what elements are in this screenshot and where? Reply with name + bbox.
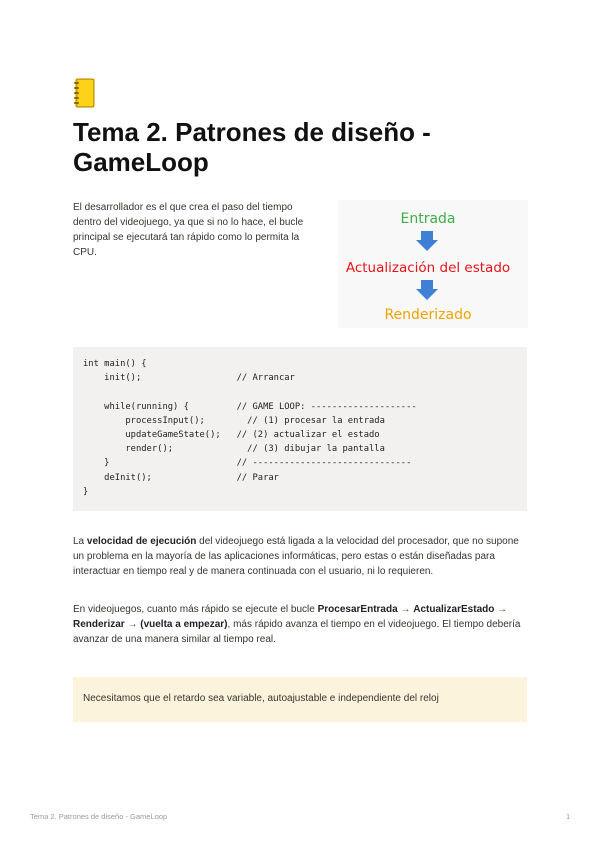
speed-paragraph <box>73 534 531 579</box>
arrow-icon: → <box>400 604 411 615</box>
intro-paragraph: El desarrollador es el que crea el paso del tiempo dentro del videojuego, ya que si no lo hace, el bucle principal se ejecutará tan rápido como lo permita la CPU. <box>73 202 304 258</box>
notebook-icon <box>73 78 95 108</box>
code-block <box>73 347 527 511</box>
loop-paragraph <box>73 602 531 647</box>
code-line <box>83 385 527 399</box>
speed-paragraph-post: del videojuego está ligada a la velocidad del procesador, que no supone un problema en la mayoría de las aplicaciones informáticas, pero estas o están diseñadas para interactuar en tiempo real y de manera continuada con el usuario, ni lo requieren. <box>73 536 519 577</box>
code-line: } // ------------------------------ <box>83 458 412 469</box>
diagram-arrow-2 <box>416 280 438 300</box>
loop-paragraph-post: , más rápido avanza el tiempo en el videojuego. El tiempo debería avanzar de una manera similar al tiempo real. <box>73 619 521 645</box>
code-line: int main() { <box>83 359 147 369</box>
diagram-step-entrada: Entrada <box>400 211 456 227</box>
loop-step-repeat: (vuelta a empezar) <box>140 619 228 630</box>
diagram-step-renderizado: Renderizado <box>384 307 472 323</box>
speed-paragraph-pre: La <box>73 536 87 547</box>
diagram-step-actualizacion: Actualización del estado <box>345 260 511 276</box>
diagram-arrow-1 <box>416 231 438 251</box>
page-title: Tema 2. Patrones de diseño - GameLoop <box>73 117 431 177</box>
code-line: init(); // Arrancar <box>83 373 295 384</box>
speed-paragraph-bold: velocidad de ejecución <box>86 536 197 547</box>
code-line: } <box>83 486 89 497</box>
page-number: 1 <box>566 812 571 821</box>
loop-step-renderizar: Renderizar <box>73 619 125 630</box>
gameloop-flow-diagram <box>338 200 528 328</box>
code-line: while(running) { // GAME LOOP: -------------------- <box>83 401 417 412</box>
callout-box <box>73 677 527 722</box>
loop-step-procesar: ProcesarEntrada <box>317 604 398 615</box>
footer-title: Tema 2. Patrones de diseño - GameLoop <box>30 812 168 821</box>
code-line: deInit(); // Parar <box>83 472 279 483</box>
code-line: render(); // (3) dibujar la pantalla <box>83 444 385 455</box>
arrow-icon: → <box>127 619 138 630</box>
loop-step-actualizar: ActualizarEstado <box>413 604 495 615</box>
loop-paragraph-pre: En videojuegos, cuanto más rápido se ejecute el bucle <box>73 604 318 615</box>
arrow-icon: → <box>497 604 508 615</box>
code-line: processInput(); // (1) procesar la entrada <box>83 415 385 426</box>
code-line: updateGameState(); // (2) actualizar el estado <box>83 429 380 440</box>
callout-text: Necesitamos que el retardo sea variable, autoajustable e independiente del reloj <box>83 693 439 704</box>
